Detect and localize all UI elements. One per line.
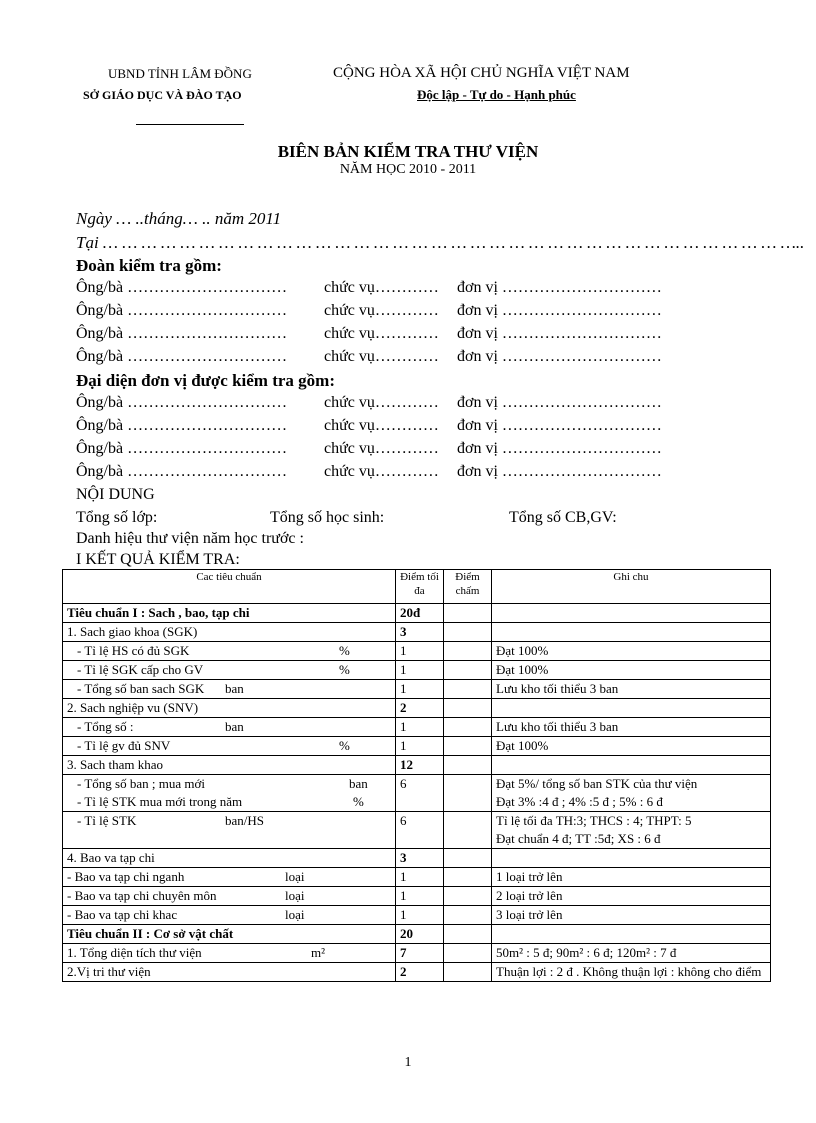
max-points-cell: 12 (396, 756, 444, 775)
scored-points-cell[interactable] (444, 756, 492, 775)
criteria-label: - Tỉ lệ gv đủ SNV (77, 738, 171, 753)
criteria-unit: % (339, 662, 350, 677)
content-label: NỘI DUNG (76, 486, 155, 503)
total-classes: Tổng số lớp: (76, 509, 158, 526)
total-students: Tổng số học sinh: (270, 509, 385, 526)
criteria-unit: ban (225, 719, 244, 734)
criteria-label: - Tỉ lệ HS có đủ SGK (77, 643, 190, 658)
table-row (63, 812, 771, 849)
header-criteria: Cac tiêu chuẩn (63, 570, 396, 604)
member-unit-field: đơn vị ………………………… (457, 302, 662, 319)
criteria-cell (63, 906, 396, 925)
criteria-label: 2.Vị tri thư viện (67, 964, 151, 979)
criteria-label: 1. Tổng diện tích thư viện (67, 945, 202, 960)
table-row (63, 623, 771, 642)
scored-points-cell[interactable] (444, 963, 492, 982)
scored-points-cell[interactable] (444, 661, 492, 680)
member-name-field: Ông/bà ………………………… (76, 394, 288, 411)
criteria-cell (63, 944, 396, 963)
note-text: Đạt 100% (496, 662, 549, 677)
scored-points-cell[interactable] (444, 623, 492, 642)
table-row (63, 680, 771, 699)
totals-line (76, 509, 676, 527)
total-staff: Tổng số CB,GV: (509, 509, 617, 526)
notes-cell (492, 812, 771, 849)
member-unit-field: đơn vị ………………………… (457, 348, 662, 365)
member-position-field: chức vụ………… (324, 348, 439, 365)
scored-points-cell[interactable] (444, 775, 492, 812)
header-divider (136, 124, 244, 125)
criteria-cell (63, 756, 396, 775)
criteria-cell (63, 737, 396, 756)
national-title: CỘNG HÒA XÃ HỘI CHỦ NGHĨA VIỆT NAM (333, 65, 630, 81)
note-text: Lưu kho tối thiểu 3 ban (496, 719, 619, 734)
notes-cell (492, 661, 771, 680)
note-text: Lưu kho tối thiểu 3 ban (496, 681, 619, 696)
criteria-cell (63, 849, 396, 868)
table-row (63, 906, 771, 925)
header-max-points: Điểm tối đa (396, 570, 444, 604)
criteria-unit: ban (225, 681, 244, 696)
member-unit-field: đơn vị ………………………… (457, 325, 662, 342)
criteria-label: 2. Sach nghiệp vu (SNV) (67, 700, 199, 715)
criteria-cell (63, 868, 396, 887)
note-text: Đạt 5%/ tổng số ban STK của thư viện (496, 776, 698, 791)
notes-cell (492, 604, 771, 623)
criteria-cell (63, 699, 396, 718)
criteria-cell (63, 887, 396, 906)
criteria-cell (63, 963, 396, 982)
criteria-unit: m² (311, 945, 326, 960)
note-text: Tỉ lệ tối đa TH:3; THCS : 4; THPT: 5 (496, 813, 692, 828)
max-points-cell: 6 (396, 775, 444, 812)
member-name-field: Ông/bà ………………………… (76, 348, 288, 365)
results-heading: I KẾT QUẢ KIỂM TRA: (76, 551, 240, 568)
criteria-cell (63, 812, 396, 849)
criteria-label: 4. Bao va tạp chi (67, 850, 155, 865)
criteria-label: 1. Sach giao khoa (SGK) (67, 624, 198, 639)
header-notes: Ghi chu (492, 570, 771, 604)
criteria-label: - Tỉ lệ STK mua mới trong năm (77, 794, 243, 809)
table-row (63, 718, 771, 737)
member-unit-field: đơn vị ………………………… (457, 417, 662, 434)
criteria-cell (63, 604, 396, 623)
scored-points-cell[interactable] (444, 737, 492, 756)
scored-points-cell[interactable] (444, 812, 492, 849)
issuing-department: SỞ GIÁO DỤC VÀ ĐÀO TẠO (83, 88, 242, 102)
note-text: Đạt 3% :4 đ ; 4% :5 đ ; 5% : 6 đ (496, 794, 663, 809)
table-row (63, 642, 771, 661)
scored-points-cell[interactable] (444, 642, 492, 661)
notes-cell (492, 925, 771, 944)
max-points-cell: 20 (396, 925, 444, 944)
max-points-cell: 1 (396, 887, 444, 906)
note-text: 2 loại trở lên (496, 888, 563, 903)
max-points-cell: 2 (396, 963, 444, 982)
table-row (63, 944, 771, 963)
scored-points-cell[interactable] (444, 887, 492, 906)
member-unit-field: đơn vị ………………………… (457, 440, 662, 457)
max-points-cell: 1 (396, 737, 444, 756)
criteria-label: - Tỉ lệ STK (77, 813, 137, 828)
document-title: BIÊN BẢN KIỂM TRA THƯ VIỆN (277, 142, 539, 161)
criteria-cell (63, 680, 396, 699)
max-points-cell: 6 (396, 812, 444, 849)
criteria-cell (63, 775, 396, 812)
note-text: 1 loại trở lên (496, 869, 563, 884)
table-row (63, 661, 771, 680)
max-points-cell: 3 (396, 849, 444, 868)
criteria-label: - Bao va tạp chi khac (67, 907, 178, 922)
table-row (63, 604, 771, 623)
max-points-cell: 3 (396, 623, 444, 642)
scored-points-cell[interactable] (444, 604, 492, 623)
criteria-label: - Tỉ lệ SGK cấp cho GV (77, 662, 204, 677)
notes-cell (492, 756, 771, 775)
notes-cell (492, 963, 771, 982)
criteria-unit: % (339, 643, 350, 658)
notes-cell (492, 944, 771, 963)
results-table (62, 569, 771, 982)
member-unit-field: đơn vị ………………………… (457, 279, 662, 296)
table-row (63, 737, 771, 756)
criteria-label: - Tổng số ban sach SGK (77, 681, 205, 696)
criteria-label: - Bao va tạp chi nganh (67, 869, 185, 884)
criteria-label: - Tổng số : (77, 719, 134, 734)
criteria-unit: ban (349, 776, 368, 791)
member-position-field: chức vụ………… (324, 325, 439, 342)
criteria-unit: % (339, 738, 350, 753)
member-position-field: chức vụ………… (324, 463, 439, 480)
notes-cell (492, 737, 771, 756)
scored-points-cell[interactable] (444, 944, 492, 963)
notes-cell (492, 718, 771, 737)
max-points-cell: 1 (396, 906, 444, 925)
criteria-unit: loại (285, 869, 305, 884)
page-number: 1 (404, 1055, 412, 1070)
criteria-unit: ban/HS (225, 813, 264, 828)
criteria-label: - Tổng số ban ; mua mới (77, 776, 205, 791)
note-text: Thuận lợi : 2 đ . Không thuận lợi : không cho điểm (496, 964, 762, 979)
table-row (63, 963, 771, 982)
notes-cell (492, 906, 771, 925)
notes-cell (492, 623, 771, 642)
member-name-field: Ông/bà ………………………… (76, 440, 288, 457)
max-points-cell: 20đ (396, 604, 444, 623)
criteria-cell (63, 661, 396, 680)
scored-points-cell[interactable] (444, 718, 492, 737)
table-row (63, 699, 771, 718)
library-rank-line: Danh hiệu thư viện năm học trước : (76, 530, 304, 547)
member-name-field: Ông/bà ………………………… (76, 463, 288, 480)
note-text: Đạt 100% (496, 738, 549, 753)
scored-points-cell[interactable] (444, 925, 492, 944)
max-points-cell: 1 (396, 680, 444, 699)
member-position-field: chức vụ………… (324, 302, 439, 319)
member-name-field: Ông/bà ………………………… (76, 279, 288, 296)
scored-points-cell[interactable] (444, 906, 492, 925)
notes-cell (492, 849, 771, 868)
national-motto: Độc lập - Tự do - Hạnh phúc (417, 87, 576, 102)
notes-cell (492, 642, 771, 661)
issuing-authority: UBND TỈNH LÂM ĐỒNG (108, 66, 252, 81)
max-points-cell: 7 (396, 944, 444, 963)
criteria-cell (63, 623, 396, 642)
criteria-unit: loại (285, 888, 305, 903)
scored-points-cell[interactable] (444, 699, 492, 718)
criteria-cell (63, 642, 396, 661)
notes-cell (492, 699, 771, 718)
date-line: Ngày … ..tháng… .. năm 2011 (76, 209, 282, 228)
criteria-label: Tiêu chuẩn II : Cơ sở vật chất (67, 926, 234, 941)
scored-points-cell[interactable] (444, 868, 492, 887)
note-text: 50m² : 5 đ; 90m² : 6 đ; 120m² : 7 đ (496, 945, 677, 960)
member-unit-field: đơn vị ………………………… (457, 394, 662, 411)
table-row (63, 925, 771, 944)
table-row (63, 887, 771, 906)
table-row (63, 849, 771, 868)
member-unit-field: đơn vị ………………………… (457, 463, 662, 480)
notes-cell (492, 868, 771, 887)
member-name-field: Ông/bà ………………………… (76, 302, 288, 319)
criteria-label: Tiêu chuẩn I : Sach , bao, tạp chi (67, 605, 250, 620)
criteria-unit: loại (285, 907, 305, 922)
member-name-field: Ông/bà ………………………… (76, 325, 288, 342)
table-header-row (63, 570, 771, 604)
member-position-field: chức vụ………… (324, 279, 439, 296)
table-row (63, 868, 771, 887)
representatives-heading: Đại diện đơn vị được kiểm tra gồm: (76, 371, 336, 390)
table-row (63, 756, 771, 775)
note-text: Đạt 100% (496, 643, 549, 658)
scored-points-cell[interactable] (444, 680, 492, 699)
criteria-label: - Bao va tạp chi chuyên môn (67, 888, 217, 903)
header-scored-points: Điểm chấm (444, 570, 492, 604)
max-points-cell: 1 (396, 718, 444, 737)
max-points-cell: 1 (396, 642, 444, 661)
place-line: Tại … … … … … … … … … … … … … … … … … … … … … … … … … … … … … … … … … … … ….. (76, 233, 805, 252)
member-position-field: chức vụ………… (324, 417, 439, 434)
notes-cell (492, 887, 771, 906)
table-row (63, 775, 771, 812)
criteria-unit: % (353, 794, 364, 809)
note-text: 3 loại trở lên (496, 907, 563, 922)
max-points-cell: 1 (396, 868, 444, 887)
max-points-cell: 2 (396, 699, 444, 718)
notes-cell (492, 680, 771, 699)
criteria-cell (63, 925, 396, 944)
max-points-cell: 1 (396, 661, 444, 680)
criteria-cell (63, 718, 396, 737)
document-subtitle: NĂM HỌC 2010 - 2011 (339, 162, 477, 177)
inspection-team-heading: Đoàn kiểm tra gồm: (76, 256, 222, 275)
member-position-field: chức vụ………… (324, 394, 439, 411)
scored-points-cell[interactable] (444, 849, 492, 868)
criteria-label: 3. Sach tham khao (67, 757, 164, 772)
member-position-field: chức vụ………… (324, 440, 439, 457)
notes-cell (492, 775, 771, 812)
note-text: Đạt chuẩn 4 đ; TT :5đ; XS : 6 đ (496, 831, 661, 846)
member-name-field: Ông/bà ………………………… (76, 417, 288, 434)
